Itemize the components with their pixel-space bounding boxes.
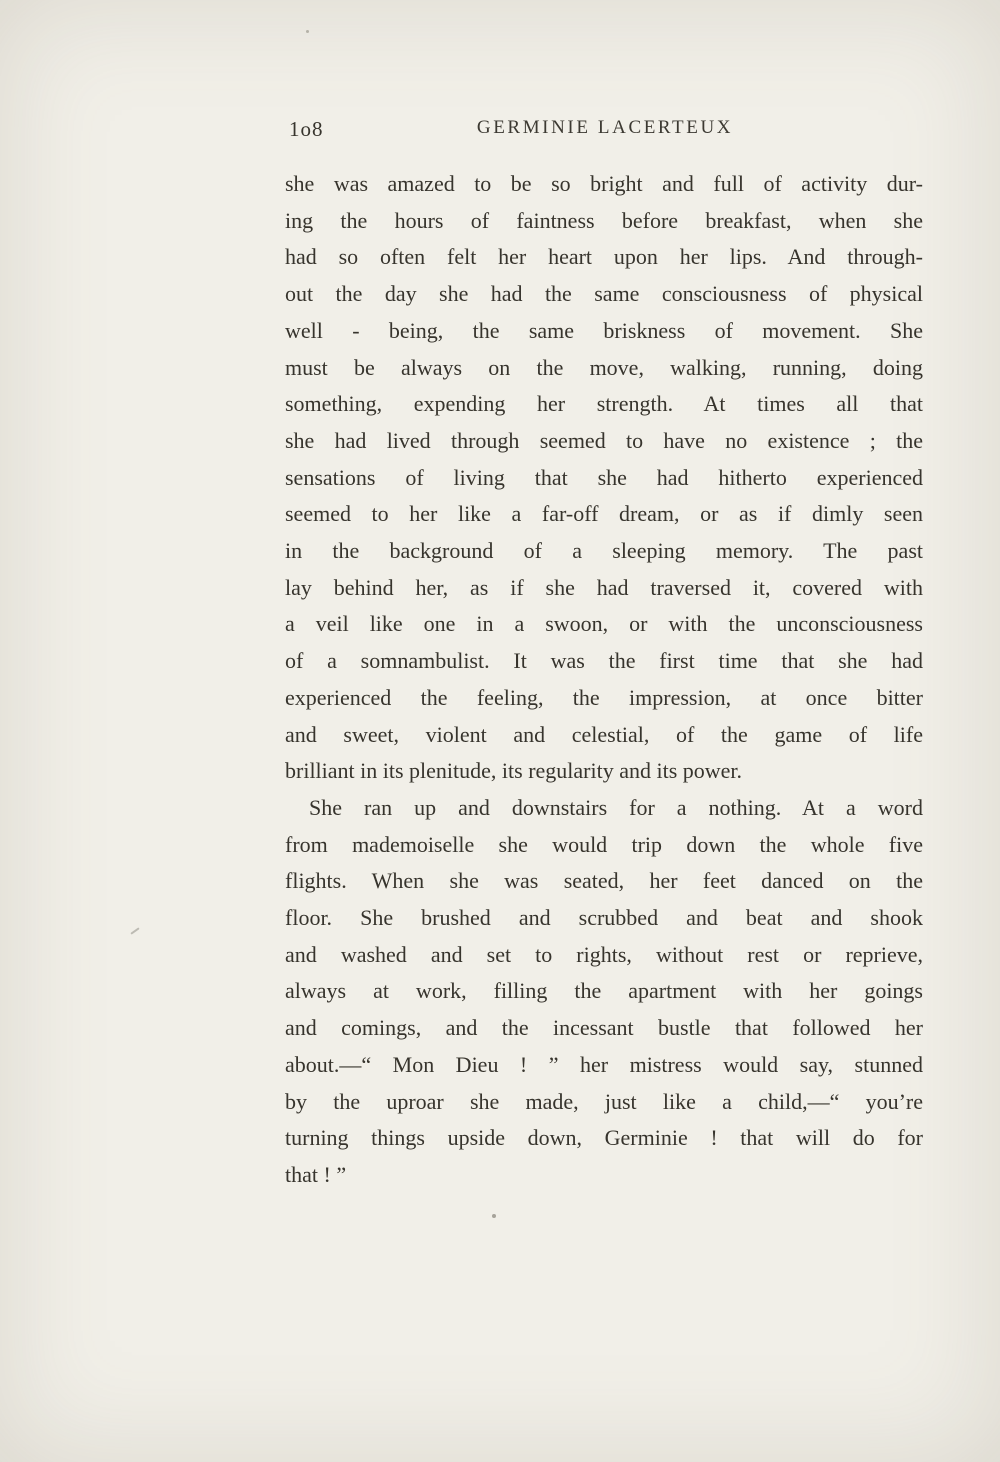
text-line: and comings, and the incessant bustle that followed her <box>285 1015 923 1041</box>
text-line: by the uproar she made, just like a child,—“ you’re <box>285 1088 923 1114</box>
text-line: in the background of a sleeping memory. The past <box>285 538 923 564</box>
page-number: 1o8 <box>289 117 324 141</box>
text-line: and washed and set to rights, without rest or reprieve, <box>285 941 923 967</box>
text-line: She ran up and downstairs for a nothing. At a word <box>309 794 923 820</box>
text-line: sensations of living that she had hitherto experienced <box>285 464 923 490</box>
scan-artifact <box>306 30 309 33</box>
scan-artifact <box>130 927 139 934</box>
text-line: well - being, the same briskness of movement. She <box>285 317 923 343</box>
text-line: turning things upside down, Germinie ! that will do for <box>285 1125 923 1151</box>
text-line: she had lived through seemed to have no existence ; the <box>285 427 923 453</box>
text-block <box>285 166 923 1194</box>
text-line: something, expending her strength. At times all that <box>285 391 923 417</box>
text-line: always at work, filling the apartment with her goings <box>285 978 923 1004</box>
text-line: must be always on the move, walking, running, doing <box>285 354 923 380</box>
text-line: ing the hours of faintness before breakfast, when she <box>285 207 923 233</box>
text-line: out the day she had the same consciousness of physical <box>285 281 923 307</box>
scan-artifact <box>492 1214 496 1218</box>
text-line: and sweet, violent and celestial, of the game of life <box>285 721 923 747</box>
text-line: flights. When she was seated, her feet danced on the <box>285 868 923 894</box>
text-line: lay behind her, as if she had traversed it, covered with <box>285 574 923 600</box>
text-line: she was amazed to be so bright and full of activity dur- <box>285 171 923 196</box>
running-title: GERMINIE LACERTEUX <box>476 117 734 138</box>
text-line: about.—“ Mon Dieu ! ” her mistress would say, stunned <box>285 1051 923 1077</box>
text-line: floor. She brushed and scrubbed and beat and shook <box>285 905 923 931</box>
text-line: that ! ” <box>285 1161 347 1187</box>
page-header <box>285 114 925 146</box>
text-line: had so often felt her heart upon her lips. And through- <box>285 244 923 270</box>
text-line: seemed to her like a far-off dream, or as if dimly seen <box>285 501 923 527</box>
text-line: a veil like one in a swoon, or with the unconsciousness <box>285 611 923 637</box>
text-line: experienced the feeling, the impression, at once bitter <box>285 684 923 710</box>
text-line: brilliant in its plenitude, its regularity and its power. <box>285 758 743 784</box>
text-line: of a somnambulist. It was the first time that she had <box>285 648 923 674</box>
paragraph-1 <box>285 166 923 790</box>
paragraph-2 <box>285 790 923 1194</box>
text-line: from mademoiselle she would trip down the whole five <box>285 831 923 857</box>
